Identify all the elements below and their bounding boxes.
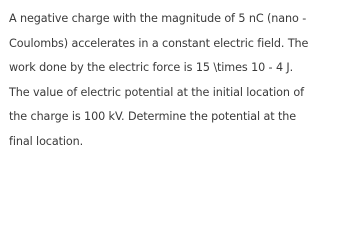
problem-text <box>9 7 345 154</box>
problem-line-2: Coulombs) accelerates in a constant electric field. The <box>9 36 309 50</box>
problem-line-5: the charge is 100 kV. Determine the potential at the <box>9 110 297 123</box>
problem-line-6: final location. <box>9 134 84 148</box>
problem-line-1: A negative charge with the magnitude of 5 nC (nano - <box>9 12 307 25</box>
problem-line-3: work done by the electric force is 15 \times 10 - 4 J. <box>9 61 294 74</box>
problem-line-4: The value of electric potential at the initial location of <box>9 85 304 99</box>
